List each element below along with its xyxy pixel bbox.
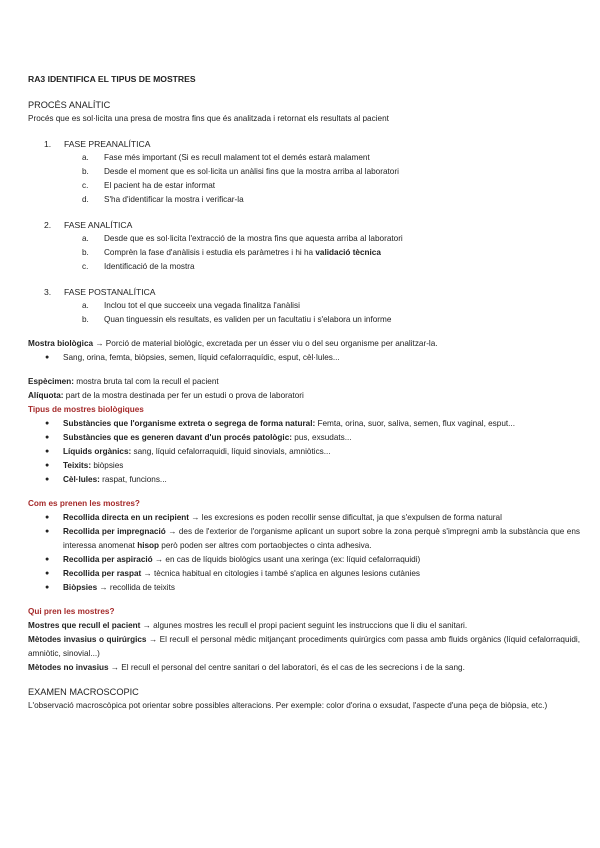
list-item: a. Inclou tot el que succeeix una vegada finalitza l'anàlisi [82, 301, 300, 310]
bullet-icon: ● [45, 462, 50, 469]
list-item: a. Fase més important (Si es recull malament tot el demés estarà malament [82, 153, 370, 162]
fase-title: FASE ANALÍTICA [64, 220, 133, 230]
bullet-icon: ● [45, 420, 50, 427]
qui-item: Mostres que recull el pacient → algunes mostres les recull el propi pacient seguint les instruccions que li diu el sanitari. [28, 621, 468, 630]
bullet-icon: ● [45, 584, 50, 591]
list-item: ● Substàncies que l'organisme extreta o segrega de forma natural: Femta, orina, suor, saliva, semen, flux vaginal, esput... [28, 417, 580, 431]
list-item: ● Cèl·lules: raspat, funcions... [28, 473, 580, 487]
fase-3 [28, 285, 580, 327]
list-item: d. S'ha d'identificar la mostra i verificar-la [82, 195, 244, 204]
bullet-icon: ● [45, 570, 50, 577]
bullet-icon: ● [45, 448, 50, 455]
list-item: b. Desde el moment que es sol·licita un anàlisi fins que la mostra arriba al laboratori [82, 167, 399, 176]
mostra-definition: Mostra biològica → Porció de material biològic, excretada per un ésser viu o del seu organisme per analitzar-la. [28, 339, 438, 348]
bullet-icon: ● [45, 354, 50, 361]
document-title: RA3 IDENTIFICA EL TIPUS DE MOSTRES [28, 74, 196, 84]
list-item: c. Identificació de la mostra [82, 262, 195, 271]
section-heading-proces: PROCÉS ANALÍTIC [28, 100, 111, 110]
especimen-definition: Espècimen: mostra bruta tal com la recull el pacient [28, 377, 219, 386]
list-item: ● Recollida per raspat → tècnica habitual en citologies i també s'aplica en algunes lesions cutànies [28, 567, 580, 581]
list-item: b. Comprèn la fase d'anàlisis i estudia els paràmetres i hi ha validació tècnica [82, 248, 381, 257]
qui-item: Mètodes invasius o quirúrgics → El recull el personal mèdic mitjançant procediments quirúrgics com passa amb fluids orgànics (líquid cefalorraquidi, amniòtic, sinovial...) [28, 635, 580, 658]
bullet-icon: ● [45, 434, 50, 441]
bullet-icon: ● [45, 556, 50, 563]
bullet-icon: ● [45, 528, 50, 535]
fase-number: 1. [44, 139, 52, 149]
list-item: b. Quan tinguessin els resultats, es validen per un facultatiu i s'elabora un informe [82, 315, 392, 324]
list-item: ● Biòpsies → recollida de teixits [28, 581, 580, 595]
section-heading-com: Com es prenen les mostres? [28, 499, 140, 508]
qui-item: Mètodes no invasius → El recull el personal del centre sanitari o del laboratori, és el cas de les secrecions i de la sang. [28, 663, 465, 672]
examen-description: L'observació macroscòpica pot orientar sobre possibles alteracions. Per exemple: color d'orina o exsudat, l'aspecte d'una peça de biòpsia, etc.) [28, 701, 548, 710]
list-item: ● Sang, orina, femta, biòpsies, semen, líquid cefalorraquídic, esput, cèl·lules... [28, 351, 580, 365]
list-item: c. El pacient ha de estar informat [82, 181, 216, 190]
aliquota-definition: Alíquota: part de la mostra destinada per fer un estudi o prova de laboratori [28, 391, 304, 400]
bullet-icon: ● [45, 476, 50, 483]
fase-title: FASE PREANALÍTICA [64, 139, 151, 149]
list-item: ● Teixits: biòpsies [28, 459, 580, 473]
section-heading-examen: EXAMEN MACROSCOPIC [28, 687, 139, 697]
bullet-icon: ● [45, 514, 50, 521]
fase-2 [28, 218, 580, 274]
section-heading-qui: Qui pren les mostres? [28, 607, 115, 616]
fase-title: FASE POSTANALÍTICA [64, 287, 156, 297]
section-heading-tipus: Tipus de mostres biològiques [28, 405, 144, 414]
list-item: ● Recollida directa en un recipient → les excresions es poden recollir sense dificultat, ja que s'expulsen de forma natural [28, 511, 580, 525]
list-item: ● Recollida per impregnació → des de l'exterior de l'organisme aplicant un suport sobre la zona perquè s'impregni amb la substància que ens interessa anomenat hisop però poden ser altres com portaobjectes o cinta adhesiva. [45, 527, 580, 550]
list-item: ● Recollida per aspiració → en cas de líquids biològics usant una xeringa (ex: líquid cefalorraquidi) [28, 553, 580, 567]
list-item: ● Líquids orgànics: sang, líquid cefalorraquidi, líquid sinovials, amniòtics... [28, 445, 580, 459]
fase-number: 2. [44, 220, 52, 230]
proces-description: Procés que es sol·licita una presa de mostra fins que és analitzada i retornat els resultats al pacient [28, 114, 389, 123]
fase-1 [28, 137, 580, 207]
list-item: a. Desde que es sol·licita l'extracció de la mostra fins que aquesta arriba al laboratori [82, 234, 403, 243]
document-page [28, 72, 580, 713]
fase-number: 3. [44, 287, 52, 297]
list-item: ● Substàncies que es generen davant d'un procés patològic: pus, exsudats... [28, 431, 580, 445]
